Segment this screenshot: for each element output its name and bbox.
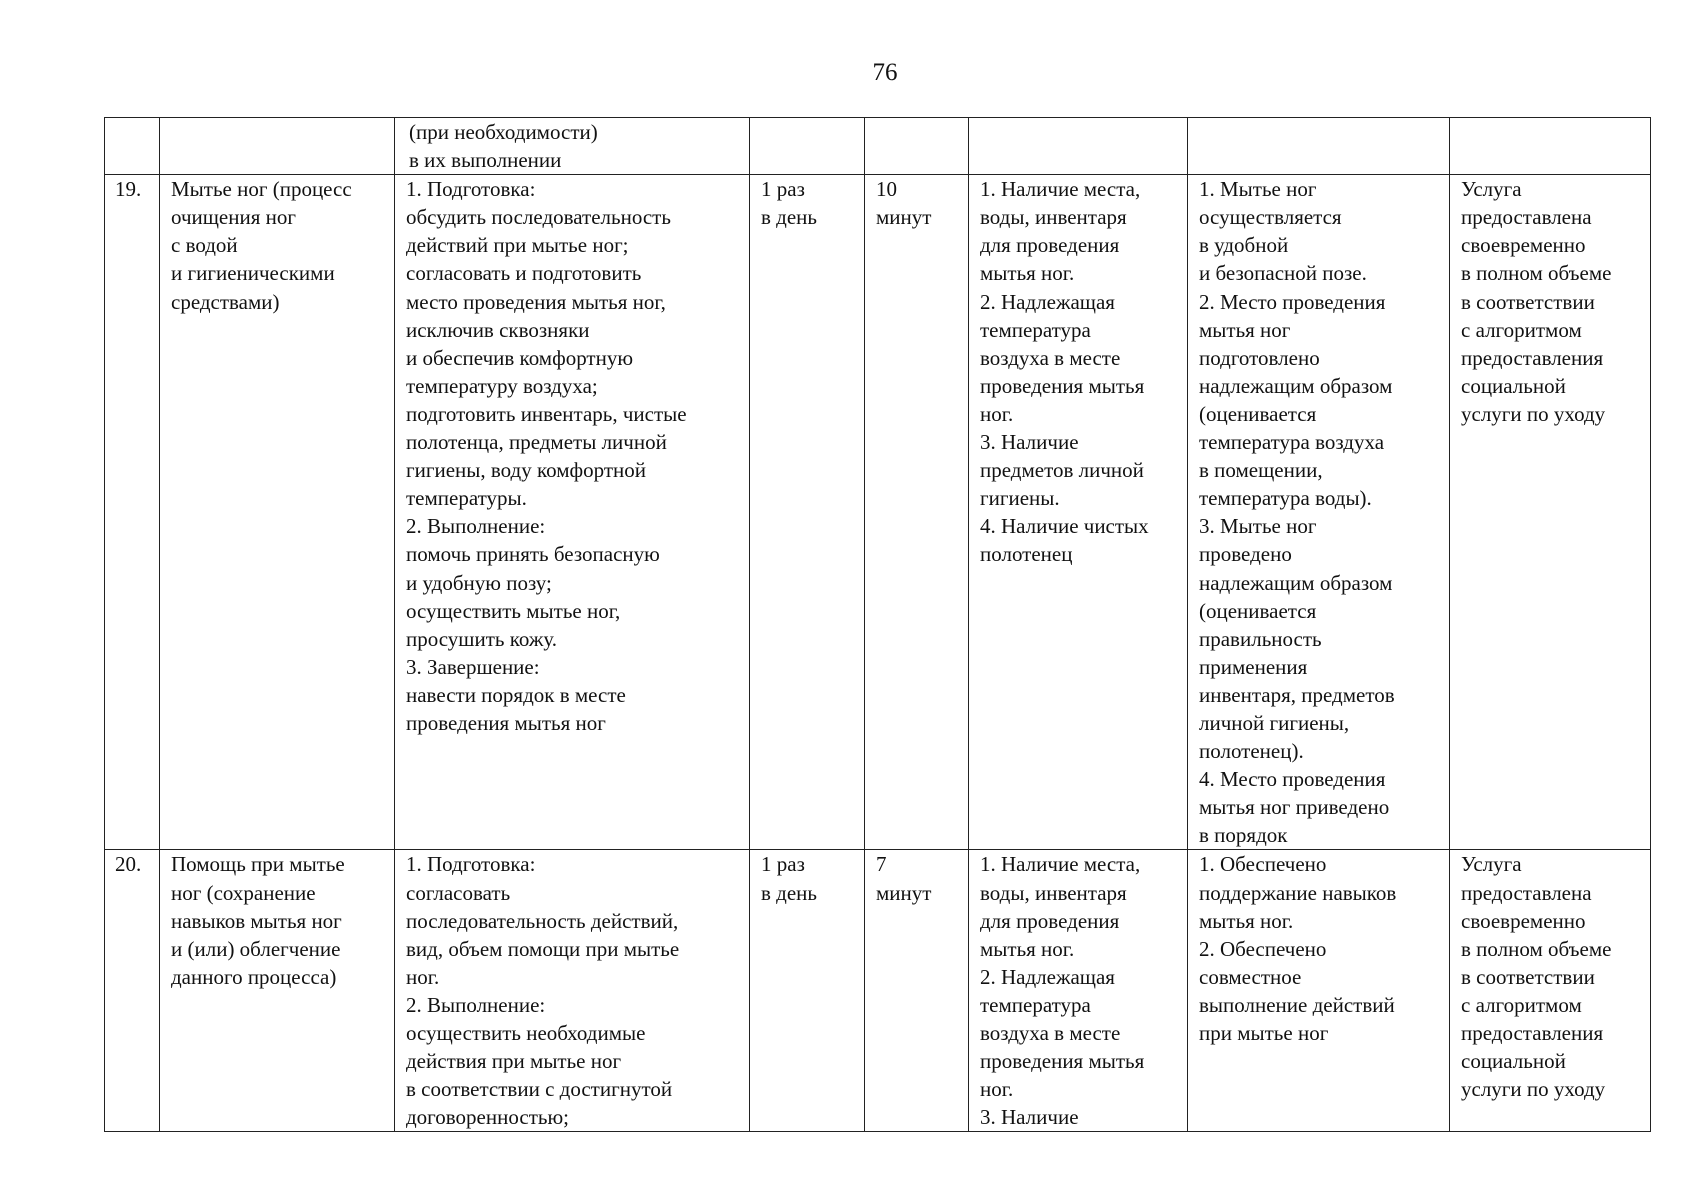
service-name-cell: Мытье ног (процесс очищения ног с водой и гигиеническими средствами) [160,175,395,850]
duration-cell: 10 минут [865,175,969,850]
row-number-cell [105,118,160,175]
row-number-cell: 19. [105,175,160,850]
duration-cell [865,118,969,175]
result-assessment-cell: Услуга предоставлена своевременно в полном объеме в соответствии с алгоритмом предоставления социальной услуги по уходу [1450,175,1651,850]
table-row [105,850,1651,1132]
conditions-cell: 1. Наличие места, воды, инвентаря для проведения мытья ног. 2. Надлежащая температура воздуха в месте проведения мытья ног. 3. Наличие предметов личной гигиены. 4. Наличие чистых полотенец [969,175,1188,850]
service-steps-cell: 1. Подготовка: согласовать последовательность действий, вид, объем помощи при мытье ног. 2. Выполнение: осуществить необходимые действия при мытье ног в соответствии с достигнутой договоренностью; [395,850,750,1132]
quality-indicators-cell: 1. Мытье ног осуществляется в удобной и безопасной позе. 2. Место проведения мытья ног подготовлено надлежащим образом (оценивается температура воздуха в помещении, температура воды). 3. Мытье ног проведено надлежащим образом (оценивается правильность применения инвентаря, предметов личной гигиены, полотенец). 4. Место проведения мытья ног приведено в порядок [1188,175,1450,850]
service-name-cell: Помощь при мытье ног (сохранение навыков мытья ног и (или) облегчение данного процесса) [160,850,395,1132]
page-number: 76 [872,59,898,86]
services-table [104,117,1651,1132]
service-steps-cell: 1. Подготовка: обсудить последовательность действий при мытье ног; согласовать и подготовить место проведения мытья ног, исключив сквозняки и обеспечив комфортную температуру воздуха; подготовить инвентарь, чистые полотенца, предметы личной гигиены, воду комфортной температуры. 2. Выполнение: помочь принять безопасную и удобную позу; осуществить мытье ног, просушить кожу. 3. Завершение: навести порядок в месте проведения мытья ног [395,175,750,850]
row-number-cell: 20. [105,850,160,1132]
frequency-cell: 1 раз в день [750,175,865,850]
frequency-cell [750,118,865,175]
quality-indicators-cell: 1. Обеспечено поддержание навыков мытья ног. 2. Обеспечено совместное выполнение действий при мытье ног [1188,850,1450,1132]
conditions-cell [969,118,1188,175]
frequency-cell: 1 раз в день [750,850,865,1132]
conditions-cell: 1. Наличие места, воды, инвентаря для проведения мытья ног. 2. Надлежащая температура воздуха в месте проведения мытья ног. 3. Наличие [969,850,1188,1132]
table-row [105,175,1651,850]
quality-indicators-cell [1188,118,1450,175]
service-steps-cell: (при необходимости) в их выполнении [395,118,750,175]
service-name-cell [160,118,395,175]
result-assessment-cell: Услуга предоставлена своевременно в полном объеме в соответствии с алгоритмом предоставления социальной услуги по уходу [1450,850,1651,1132]
table-row [105,118,1651,175]
duration-cell: 7 минут [865,850,969,1132]
result-assessment-cell [1450,118,1651,175]
